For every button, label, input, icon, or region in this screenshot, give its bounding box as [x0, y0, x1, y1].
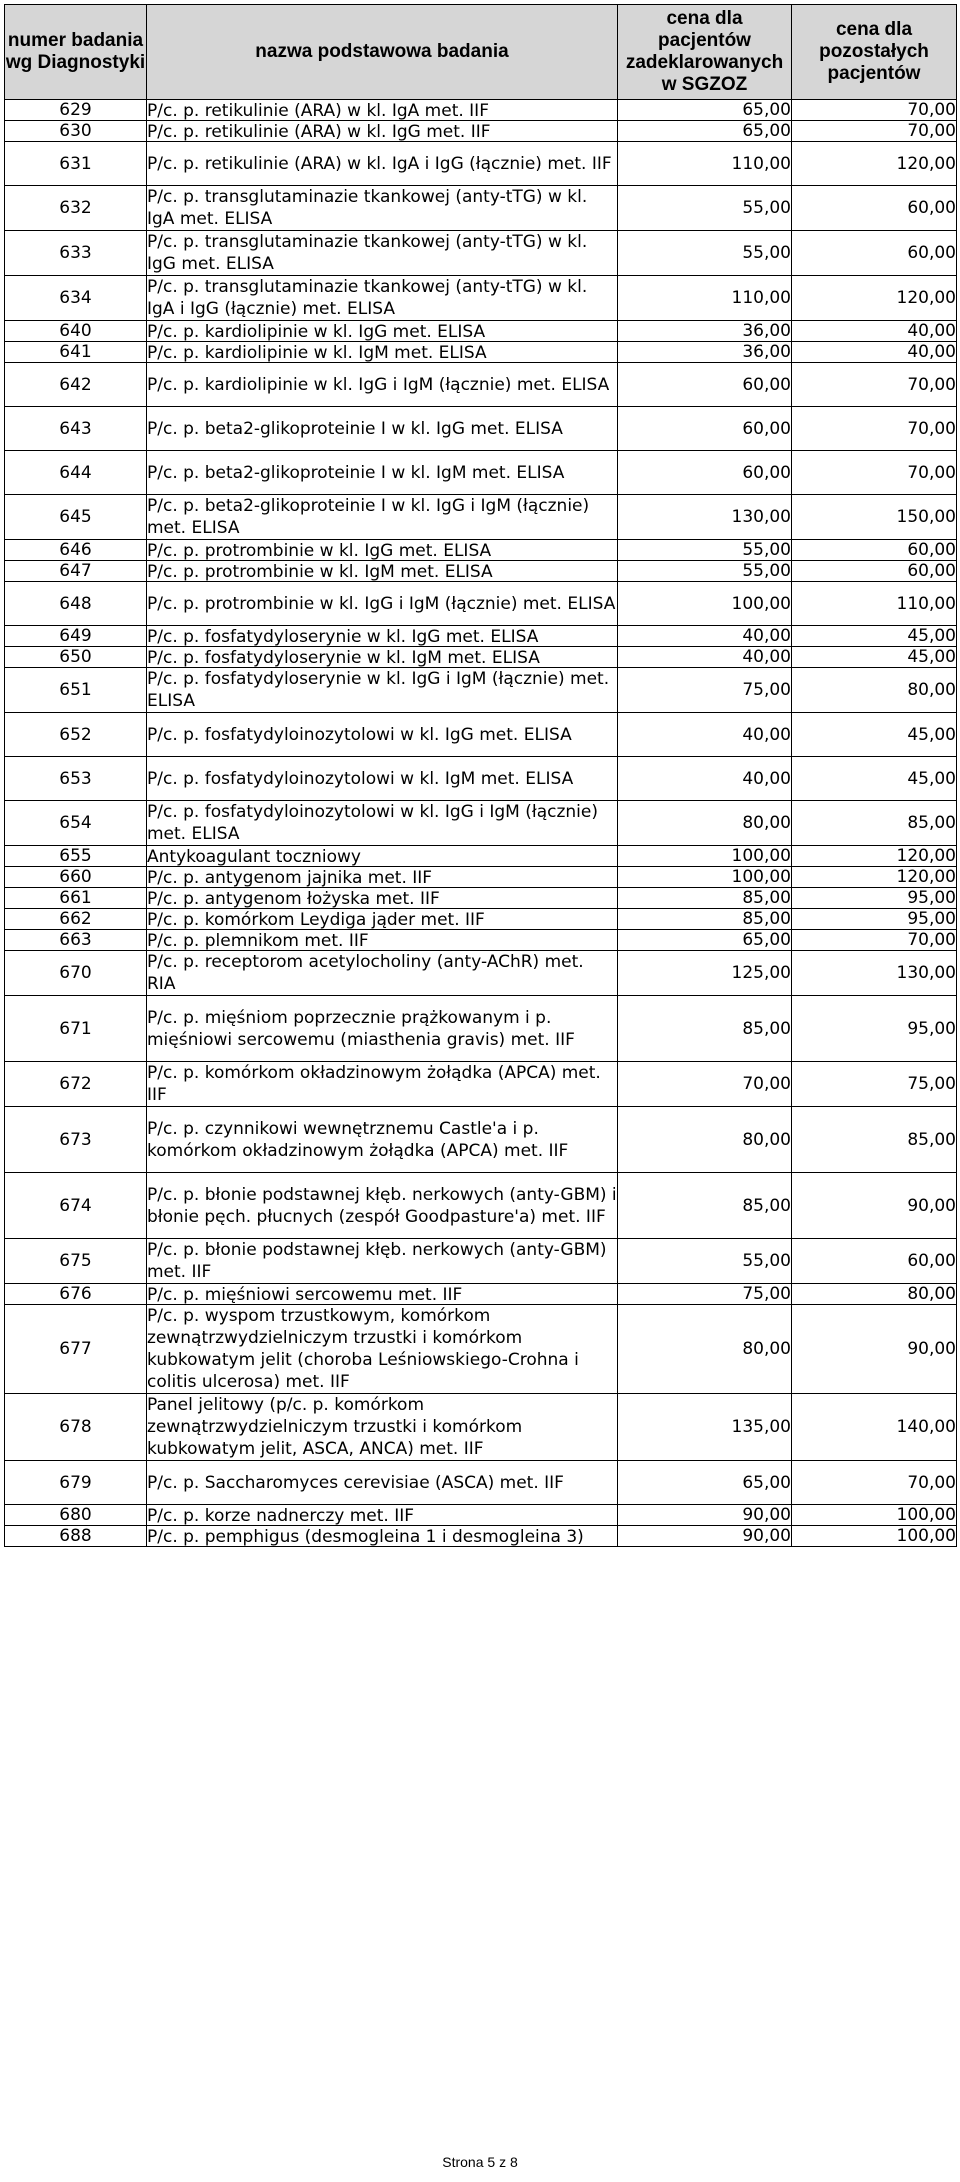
row-name-text: P/c. p. protrombinie w kl. IgG i IgM (łącznie) met. ELISA — [147, 593, 616, 614]
row-name-text: P/c. p. fosfatydyloserynie w kl. IgG i IgM (łącznie) met. ELISA — [147, 669, 610, 711]
table-row — [5, 713, 957, 757]
row-price-other: 40,00 — [792, 321, 957, 342]
table-row — [5, 451, 957, 495]
row-name — [147, 647, 618, 668]
row-number: 640 — [5, 321, 147, 342]
row-name-text: P/c. p. beta2-glikoproteinie I w kl. IgG i IgM (łącznie) met. ELISA — [147, 496, 590, 538]
row-number: 646 — [5, 540, 147, 561]
row-name-text: P/c. p. antygenom łożyska met. IIF — [147, 889, 440, 908]
table-row — [5, 1239, 957, 1284]
row-price-declared: 65,00 — [618, 121, 792, 142]
table-row — [5, 407, 957, 451]
row-name-text: P/c. p. fosfatydyloinozytolowi w kl. IgG met. ELISA — [147, 724, 572, 745]
row-name-text: P/c. p. fosfatydyloserynie w kl. IgG met. ELISA — [147, 627, 539, 646]
row-name — [147, 626, 618, 647]
row-name-text: P/c. p. fosfatydyloserynie w kl. IgM met. ELISA — [147, 648, 540, 667]
row-name — [147, 540, 618, 561]
row-price-declared: 40,00 — [618, 757, 792, 801]
row-price-declared: 55,00 — [618, 561, 792, 582]
row-number: 655 — [5, 846, 147, 867]
row-number: 630 — [5, 121, 147, 142]
row-price-other: 45,00 — [792, 647, 957, 668]
row-price-other: 70,00 — [792, 121, 957, 142]
table-row — [5, 100, 957, 121]
row-number: 652 — [5, 713, 147, 757]
row-number: 641 — [5, 342, 147, 363]
row-name — [147, 276, 618, 321]
row-name — [147, 888, 618, 909]
row-price-declared: 75,00 — [618, 1284, 792, 1305]
row-price-other: 80,00 — [792, 668, 957, 713]
row-price-other: 95,00 — [792, 909, 957, 930]
table-row — [5, 996, 957, 1062]
row-name — [147, 951, 618, 996]
table-row — [5, 1062, 957, 1107]
row-price-other: 60,00 — [792, 1239, 957, 1284]
row-name — [147, 713, 618, 757]
table-row — [5, 647, 957, 668]
row-name-text: P/c. p. beta2-glikoproteinie I w kl. IgG met. ELISA — [147, 418, 563, 439]
row-price-other: 140,00 — [792, 1394, 957, 1461]
table-row — [5, 342, 957, 363]
row-number: 662 — [5, 909, 147, 930]
row-name — [147, 1461, 618, 1505]
table-row — [5, 540, 957, 561]
row-name-text: P/c. p. korze nadnerczy met. IIF — [147, 1506, 415, 1525]
row-name — [147, 561, 618, 582]
row-name-text: P/c. p. błonie podstawnej kłęb. nerkowych (anty-GBM) i błonie pęch. płucnych (zespół Goodpasture'a) met. IIF — [147, 1184, 617, 1227]
row-name-text: P/c. p. retikulinie (ARA) w kl. IgA met. IIF — [147, 101, 489, 120]
row-name — [147, 846, 618, 867]
table-row — [5, 626, 957, 647]
row-number: 674 — [5, 1173, 147, 1239]
row-price-declared: 65,00 — [618, 1461, 792, 1505]
row-name-text: P/c. p. protrombinie w kl. IgG met. ELISA — [147, 541, 492, 560]
row-price-other: 85,00 — [792, 801, 957, 846]
row-price-other: 95,00 — [792, 996, 957, 1062]
price-table — [4, 4, 957, 1547]
row-price-declared: 100,00 — [618, 867, 792, 888]
row-price-declared: 65,00 — [618, 930, 792, 951]
row-name-text: P/c. p. protrombinie w kl. IgM met. ELISA — [147, 562, 493, 581]
row-price-other: 100,00 — [792, 1505, 957, 1526]
row-price-declared: 40,00 — [618, 647, 792, 668]
row-name-text: P/c. p. kardiolipinie w kl. IgG i IgM (łącznie) met. ELISA — [147, 374, 610, 395]
table-row — [5, 668, 957, 713]
row-name-text: P/c. p. fosfatydyloinozytolowi w kl. IgM met. ELISA — [147, 768, 574, 789]
row-name-text: P/c. p. transglutaminazie tkankowej (anty-tTG) w kl. IgG met. ELISA — [147, 232, 588, 274]
row-price-declared: 90,00 — [618, 1505, 792, 1526]
row-price-declared: 40,00 — [618, 626, 792, 647]
row-price-other: 70,00 — [792, 930, 957, 951]
row-number: 660 — [5, 867, 147, 888]
row-price-other: 90,00 — [792, 1173, 957, 1239]
row-number: 651 — [5, 668, 147, 713]
row-number: 633 — [5, 231, 147, 276]
row-price-other: 70,00 — [792, 407, 957, 451]
table-row — [5, 951, 957, 996]
row-price-declared: 75,00 — [618, 668, 792, 713]
row-name-text: P/c. p. receptorom acetylocholiny (anty-AChR) met. RIA — [147, 952, 584, 994]
table-row — [5, 1505, 957, 1526]
row-name-text: P/c. p. pemphigus (desmogleina 1 i desmogleina 3) — [147, 1527, 584, 1546]
row-price-declared: 36,00 — [618, 342, 792, 363]
row-price-declared: 60,00 — [618, 407, 792, 451]
row-number: 676 — [5, 1284, 147, 1305]
table-row — [5, 142, 957, 186]
row-price-declared: 125,00 — [618, 951, 792, 996]
row-name — [147, 909, 618, 930]
row-name — [147, 1305, 618, 1394]
row-price-other: 45,00 — [792, 626, 957, 647]
row-number: 677 — [5, 1305, 147, 1394]
row-name — [147, 142, 618, 186]
row-number: 672 — [5, 1062, 147, 1107]
row-price-other: 75,00 — [792, 1062, 957, 1107]
row-name — [147, 668, 618, 713]
row-price-declared: 110,00 — [618, 142, 792, 186]
row-name-text: Antykoagulant toczniowy — [147, 847, 361, 866]
row-number: 642 — [5, 363, 147, 407]
row-number: 661 — [5, 888, 147, 909]
row-number: 679 — [5, 1461, 147, 1505]
row-name — [147, 186, 618, 231]
row-number: 647 — [5, 561, 147, 582]
row-price-other: 70,00 — [792, 451, 957, 495]
row-price-declared: 85,00 — [618, 996, 792, 1062]
row-name — [147, 495, 618, 540]
row-name-text: P/c. p. kardiolipinie w kl. IgG met. ELISA — [147, 322, 486, 341]
row-price-other: 60,00 — [792, 231, 957, 276]
row-price-declared: 85,00 — [618, 1173, 792, 1239]
page-number: Strona 5 z 8 — [442, 2154, 518, 2170]
table-row — [5, 231, 957, 276]
row-price-declared: 60,00 — [618, 451, 792, 495]
row-number: 671 — [5, 996, 147, 1062]
row-price-declared: 80,00 — [618, 801, 792, 846]
row-number: 643 — [5, 407, 147, 451]
row-price-other: 85,00 — [792, 1107, 957, 1173]
row-name — [147, 996, 618, 1062]
row-name — [147, 757, 618, 801]
row-price-other: 70,00 — [792, 363, 957, 407]
row-name — [147, 582, 618, 626]
row-name-text: P/c. p. retikulinie (ARA) w kl. IgA i IgG (łącznie) met. IIF — [147, 153, 612, 174]
table-row — [5, 121, 957, 142]
row-name-text: P/c. p. kardiolipinie w kl. IgM met. ELISA — [147, 343, 487, 362]
row-number: 644 — [5, 451, 147, 495]
row-price-declared: 55,00 — [618, 231, 792, 276]
header-number: numer badania wg Diagnostyki — [5, 5, 147, 100]
row-name-text: P/c. p. błonie podstawnej kłęb. nerkowych (anty-GBM) met. IIF — [147, 1240, 607, 1282]
row-price-declared: 65,00 — [618, 100, 792, 121]
table-row — [5, 1107, 957, 1173]
row-name-text: P/c. p. antygenom jajnika met. IIF — [147, 868, 433, 887]
table-row — [5, 801, 957, 846]
row-number: 680 — [5, 1505, 147, 1526]
row-number: 673 — [5, 1107, 147, 1173]
row-name — [147, 231, 618, 276]
row-price-other: 40,00 — [792, 342, 957, 363]
row-name-text: P/c. p. komórkom Leydiga jąder met. IIF — [147, 910, 485, 929]
row-name — [147, 1107, 618, 1173]
table-row — [5, 276, 957, 321]
row-number: 670 — [5, 951, 147, 996]
row-number: 675 — [5, 1239, 147, 1284]
table-row — [5, 363, 957, 407]
row-number: 631 — [5, 142, 147, 186]
row-name — [147, 1526, 618, 1547]
table-row — [5, 1284, 957, 1305]
row-name-text: P/c. p. fosfatydyloinozytolowi w kl. IgG i IgM (łącznie) met. ELISA — [147, 802, 598, 844]
row-number: 629 — [5, 100, 147, 121]
row-name-text: P/c. p. mięśniom poprzecznie prążkowanym i p. mięśniowi sercowemu (miasthenia gravis) met. IIF — [147, 1007, 575, 1050]
row-name — [147, 321, 618, 342]
row-name-text: P/c. p. mięśniowi sercowemu met. IIF — [147, 1285, 463, 1304]
row-price-declared: 80,00 — [618, 1305, 792, 1394]
row-name — [147, 1173, 618, 1239]
row-price-declared: 80,00 — [618, 1107, 792, 1173]
table-row — [5, 1394, 957, 1461]
row-price-other: 45,00 — [792, 713, 957, 757]
row-price-other: 95,00 — [792, 888, 957, 909]
row-name-text: P/c. p. plemnikom met. IIF — [147, 931, 369, 950]
row-number: 688 — [5, 1526, 147, 1547]
row-price-other: 110,00 — [792, 582, 957, 626]
row-number: 649 — [5, 626, 147, 647]
row-number: 650 — [5, 647, 147, 668]
row-price-declared: 100,00 — [618, 582, 792, 626]
row-name-text: P/c. p. czynnikowi wewnętrznemu Castle'a i p. komórkom okładzinowym żołądka (APCA) met. IIF — [147, 1118, 569, 1161]
table-row — [5, 561, 957, 582]
row-price-other: 120,00 — [792, 142, 957, 186]
row-price-other: 70,00 — [792, 100, 957, 121]
row-price-declared: 40,00 — [618, 713, 792, 757]
header-price-declared: cena dla pacjentów zadeklarowanych w SGZOZ — [618, 5, 792, 100]
table-row — [5, 909, 957, 930]
row-name-text: P/c. p. komórkom okładzinowym żołądka (APCA) met. IIF — [147, 1063, 601, 1105]
table-row — [5, 930, 957, 951]
row-name — [147, 801, 618, 846]
row-number: 678 — [5, 1394, 147, 1461]
row-price-declared: 60,00 — [618, 363, 792, 407]
row-number: 645 — [5, 495, 147, 540]
table-row — [5, 888, 957, 909]
row-name — [147, 121, 618, 142]
table-row — [5, 1526, 957, 1547]
row-price-declared: 85,00 — [618, 888, 792, 909]
row-price-other: 60,00 — [792, 561, 957, 582]
row-price-other: 70,00 — [792, 1461, 957, 1505]
row-price-other: 60,00 — [792, 540, 957, 561]
table-row — [5, 582, 957, 626]
row-price-declared: 55,00 — [618, 186, 792, 231]
row-price-declared: 135,00 — [618, 1394, 792, 1461]
row-price-declared: 130,00 — [618, 495, 792, 540]
row-price-declared: 55,00 — [618, 1239, 792, 1284]
row-name-text: P/c. p. wyspom trzustkowym, komórkom zewnątrzwydzielniczym trzustki i komórkom kubkowatym jelit (choroba Leśniowskiego-Crohna i colitis ulcerosa) met. IIF — [147, 1306, 579, 1392]
row-name — [147, 1505, 618, 1526]
table-row — [5, 867, 957, 888]
row-price-other: 120,00 — [792, 846, 957, 867]
row-price-other: 80,00 — [792, 1284, 957, 1305]
row-price-declared: 90,00 — [618, 1526, 792, 1547]
row-name — [147, 930, 618, 951]
row-name-text: Panel jelitowy (p/c. p. komórkom zewnątrzwydzielniczym trzustki i komórkom kubkowatym jelit, ASCA, ANCA) met. IIF — [147, 1395, 523, 1459]
row-price-declared: 100,00 — [618, 846, 792, 867]
row-price-other: 130,00 — [792, 951, 957, 996]
row-number: 648 — [5, 582, 147, 626]
row-price-other: 45,00 — [792, 757, 957, 801]
table-row — [5, 757, 957, 801]
row-price-other: 100,00 — [792, 1526, 957, 1547]
row-price-declared: 110,00 — [618, 276, 792, 321]
row-price-declared: 55,00 — [618, 540, 792, 561]
row-name-text: P/c. p. beta2-glikoproteinie I w kl. IgM met. ELISA — [147, 462, 565, 483]
row-price-declared: 36,00 — [618, 321, 792, 342]
table-row — [5, 1173, 957, 1239]
row-price-declared: 70,00 — [618, 1062, 792, 1107]
row-price-other: 150,00 — [792, 495, 957, 540]
row-price-declared: 85,00 — [618, 909, 792, 930]
row-name — [147, 363, 618, 407]
table-header-row — [5, 5, 957, 100]
row-name — [147, 1062, 618, 1107]
row-price-other: 120,00 — [792, 867, 957, 888]
row-number: 663 — [5, 930, 147, 951]
table-row — [5, 321, 957, 342]
row-name — [147, 342, 618, 363]
row-name — [147, 100, 618, 121]
row-number: 632 — [5, 186, 147, 231]
row-price-other: 120,00 — [792, 276, 957, 321]
row-name — [147, 407, 618, 451]
row-name-text: P/c. p. transglutaminazie tkankowej (anty-tTG) w kl. IgA met. ELISA — [147, 187, 588, 229]
table-row — [5, 186, 957, 231]
table-row — [5, 1305, 957, 1394]
row-name — [147, 451, 618, 495]
table-row — [5, 846, 957, 867]
row-name-text: P/c. p. transglutaminazie tkankowej (anty-tTG) w kl. IgA i IgG (łącznie) met. ELISA — [147, 277, 588, 319]
row-number: 634 — [5, 276, 147, 321]
row-name — [147, 867, 618, 888]
row-price-other: 60,00 — [792, 186, 957, 231]
row-name-text: P/c. p. Saccharomyces cerevisiae (ASCA) met. IIF — [147, 1472, 564, 1493]
table-row — [5, 495, 957, 540]
row-price-other: 90,00 — [792, 1305, 957, 1394]
row-name-text: P/c. p. retikulinie (ARA) w kl. IgG met. IIF — [147, 122, 491, 141]
header-price-other: cena dla pozostałych pacjentów — [792, 5, 957, 100]
header-name: nazwa podstawowa badania — [147, 5, 618, 100]
row-name — [147, 1239, 618, 1284]
row-name — [147, 1284, 618, 1305]
row-number: 654 — [5, 801, 147, 846]
table-row — [5, 1461, 957, 1505]
row-number: 653 — [5, 757, 147, 801]
row-name — [147, 1394, 618, 1461]
